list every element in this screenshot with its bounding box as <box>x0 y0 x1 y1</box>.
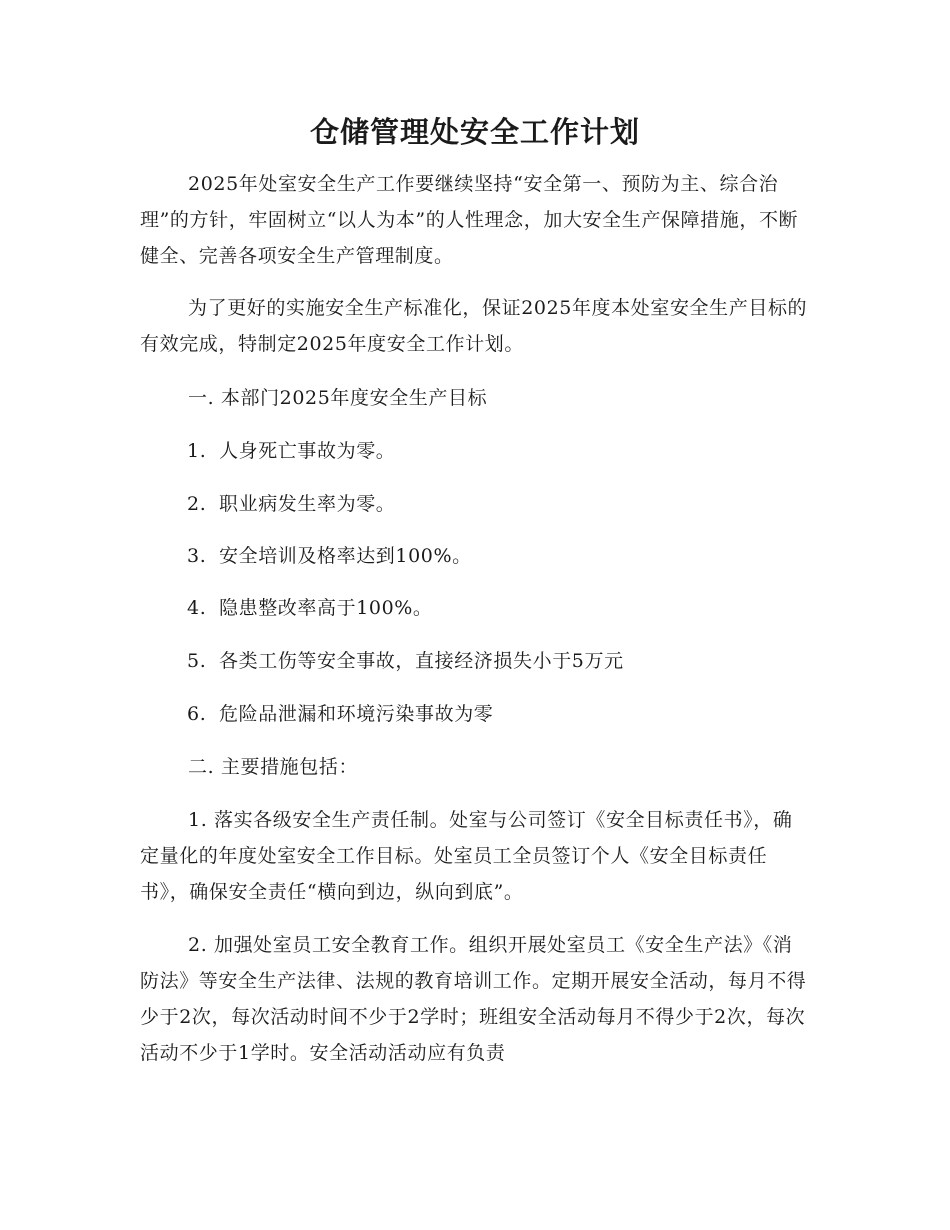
section-heading-measures: 二. 主要措施包括： <box>188 756 359 778</box>
goal-text: 安全培训及格率达到100%。 <box>219 545 472 567</box>
measure-paragraph-1: 1. 落实各级安全生产责任制。处室与公司签订《安全目标责任书》，确定量化的年度处室安全工作目标。处室员工全员签订个人《安全目标责任书》，确保安全责任“横向到边，纵向到底”。 <box>140 809 793 903</box>
goal-number: 6. <box>187 703 207 725</box>
goal-item <box>187 538 472 574</box>
goal-number: 4. <box>187 597 207 619</box>
goal-text: 职业病发生率为零。 <box>219 493 396 515</box>
goal-number: 5. <box>187 650 207 672</box>
goal-number: 1. <box>187 440 207 462</box>
goal-text: 各类工伤等安全事故，直接经济损失小于5万元 <box>219 650 624 672</box>
goal-number: 3. <box>187 545 207 567</box>
goal-item <box>187 643 624 679</box>
intro-paragraph: 2025年处室安全生产工作要继续坚持“安全第一、预防为主、综合治理”的方针，牢固树立“以人为本”的人性理念，加大安全生产保障措施，不断健全、完善各项安全生产管理制度。 <box>140 173 799 267</box>
goal-item <box>187 590 433 626</box>
goal-item <box>187 433 395 469</box>
goal-text: 危险品泄漏和环境污染事故为零 <box>219 703 494 725</box>
measure-paragraph-2: 2. 加强处室员工安全教育工作。组织开展处室员工《安全生产法》《消防法》等安全生产法律、法规的教育培训工作。定期开展安全活动，每月不得少于2次，每次活动时间不少于2学时；班组安全活动每月不得少于2次，每次活动不少于1学时。安全活动活动应有负责 <box>140 934 807 1064</box>
goal-item <box>187 696 493 732</box>
goal-number: 2. <box>187 493 207 515</box>
goal-text: 人身死亡事故为零。 <box>219 440 396 462</box>
section-heading-goals: 一. 本部门2025年度安全生产目标 <box>188 387 488 409</box>
goal-text: 隐患整改率高于100%。 <box>219 597 433 619</box>
purpose-paragraph: 为了更好的实施安全生产标准化，保证2025年度本处室安全生产目标的有效完成，特制定2025年度安全工作计划。 <box>140 297 808 355</box>
document-title: 仓储管理处安全工作计划 <box>309 115 640 149</box>
goal-item <box>187 486 395 522</box>
